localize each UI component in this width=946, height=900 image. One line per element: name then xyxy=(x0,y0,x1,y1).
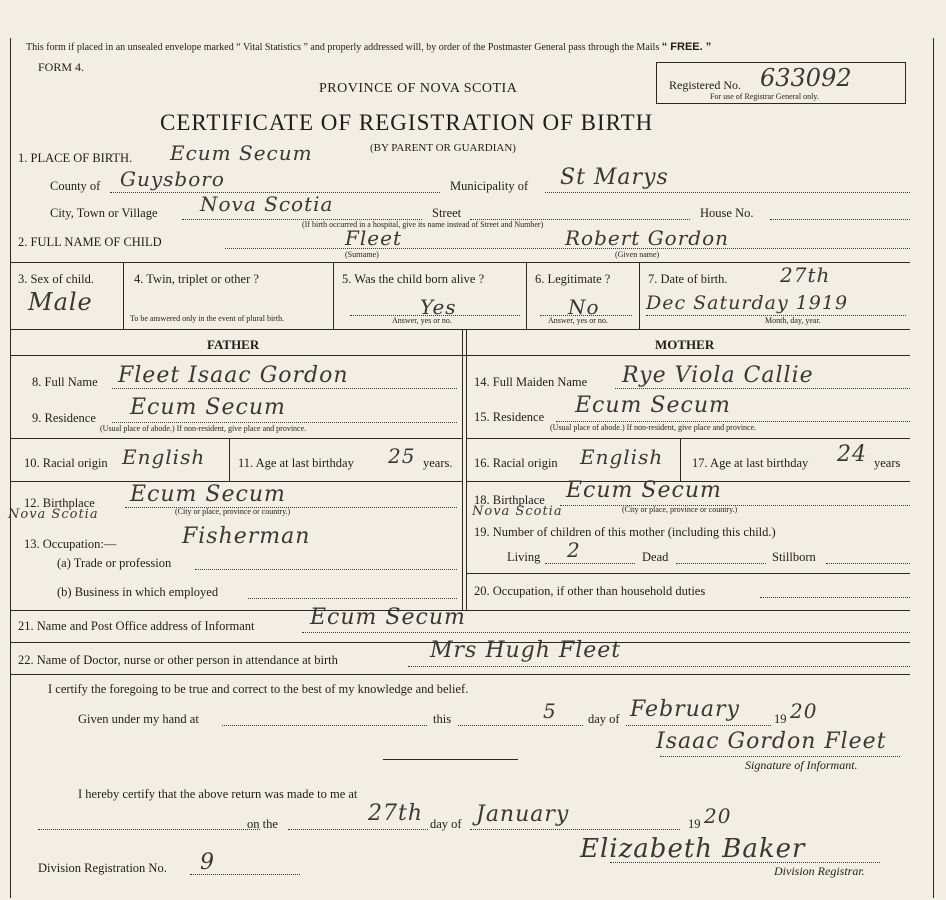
doctor-rule xyxy=(10,674,910,675)
father-name-label: 8. Full Name xyxy=(32,375,98,389)
father-years: years. xyxy=(423,456,453,470)
father-occupation-label: 13. Occupation:— xyxy=(24,537,117,551)
legitimate-label: 6. Legitimate ? xyxy=(535,272,611,286)
given-label: Given under my hand at xyxy=(78,712,199,726)
row3-divider-1 xyxy=(123,262,124,329)
mother-name-label: 14. Full Maiden Name xyxy=(474,375,588,389)
registered-note: For use of Registrar General only. xyxy=(710,92,819,101)
mother-abode-note: (Usual place of abode.) If non-resident, give place and province. xyxy=(550,423,757,432)
municipality-value: St Marys xyxy=(560,165,669,190)
father-birthplace-label: 12. Birthplace xyxy=(24,496,95,510)
row3-divider-4 xyxy=(639,262,640,329)
informant-value: Ecum Secum xyxy=(310,605,466,630)
subtitle: (BY PARENT OR GUARDIAN) xyxy=(370,142,516,154)
division-registration-label: Division Registration No. xyxy=(38,861,167,875)
father-occupation-value: Fisherman xyxy=(182,524,311,549)
on-the-label: on the xyxy=(247,817,278,831)
certify-month: February xyxy=(630,697,740,722)
mother-rule-3 xyxy=(466,573,910,574)
legitimate-note: Answer, yes or no. xyxy=(548,316,608,325)
certificate-title: CERTIFICATE OF REGISTRATION OF BIRTH xyxy=(160,110,654,135)
city-value: Nova Scotia xyxy=(200,192,334,216)
given-line xyxy=(222,725,427,726)
father-racial-label: 10. Racial origin xyxy=(24,456,108,470)
registrar-place-line xyxy=(38,829,260,830)
separator-rule xyxy=(383,759,518,760)
father-residence-value: Ecum Secum xyxy=(130,395,286,420)
certify-month-line xyxy=(626,725,771,726)
legitimate-value: No xyxy=(568,295,600,319)
mother-racial-value: English xyxy=(580,445,664,469)
registrar-signature: Elizabeth Baker xyxy=(580,834,806,864)
registered-label: Registered No. xyxy=(669,78,741,92)
signature-caption: Signature of Informant. xyxy=(745,758,858,772)
mother-residence-line xyxy=(556,421,910,422)
child-name-line xyxy=(225,248,910,249)
municipality-line xyxy=(545,192,910,193)
father-birthplace-value: Ecum Secum xyxy=(130,482,286,507)
mother-rule-1 xyxy=(466,438,910,439)
doctor-line xyxy=(408,666,910,667)
business-line xyxy=(248,598,457,599)
mother-residence-value: Ecum Secum xyxy=(575,393,731,418)
stillborn-line xyxy=(826,563,910,564)
informant-signature: Isaac Gordon Fleet xyxy=(656,729,887,754)
children-label: 19. Number of children of this mother (including this child.) xyxy=(474,525,776,539)
dead-line xyxy=(676,563,766,564)
father-residence-label: 9. Residence xyxy=(32,411,96,425)
registered-number: 633092 xyxy=(760,64,852,92)
headings-rule xyxy=(10,355,910,356)
registrar-day-line xyxy=(288,829,428,830)
parents-divider-left xyxy=(462,330,463,610)
living-label: Living xyxy=(507,550,541,564)
certify-year: 20 xyxy=(790,699,818,723)
mother-birthplace-label: 18. Birthplace xyxy=(474,493,545,507)
trade-label: (a) Trade or profession xyxy=(57,556,172,570)
surname-caption: (Surname) xyxy=(345,250,379,259)
mother-name-value: Rye Viola Callie xyxy=(622,363,814,388)
mother-occupation-label: 20. Occupation, if other than household duties xyxy=(474,584,706,598)
certify-day: 5 xyxy=(543,699,557,723)
mother-age-value: 24 xyxy=(837,442,867,467)
business-label: (b) Business in which employed xyxy=(57,585,219,599)
municipality-label: Municipality of xyxy=(450,179,529,193)
division-line xyxy=(190,874,300,875)
registrar-month: January xyxy=(476,802,570,827)
county-label: County of xyxy=(50,179,101,193)
mother-birthplace-value: Ecum Secum xyxy=(566,478,722,503)
outer-border-right xyxy=(933,38,934,898)
street-label: Street xyxy=(432,206,462,220)
alive-value: Yes xyxy=(420,295,457,319)
registrar-year: 20 xyxy=(704,804,732,828)
mother-heading: MOTHER xyxy=(655,337,715,352)
living-line xyxy=(545,563,635,564)
registrar-signature-line xyxy=(610,862,880,863)
signature-line xyxy=(660,756,900,757)
row3-divider-3 xyxy=(526,262,527,329)
county-value: Guysboro xyxy=(120,167,225,191)
dob-day: 27th xyxy=(780,263,831,287)
dob-label: 7. Date of birth. xyxy=(648,272,728,286)
mail-notice: This form if placed in an unsealed envelope marked “ Vital Statistics ” and properly addressed will, by order of the Postmaster General pass through the Mails “ FREE. ” xyxy=(26,41,712,53)
division-registrar-caption: Division Registrar. xyxy=(774,864,865,878)
father-residence-line xyxy=(112,422,457,423)
informant-line xyxy=(302,632,910,633)
mother-birthplace-extra: Nova Scotia xyxy=(472,504,563,519)
child-given-name: Robert Gordon xyxy=(565,226,729,250)
dead-label: Dead xyxy=(642,550,669,564)
alive-note: Answer, yes or no. xyxy=(392,316,452,325)
stillborn-label: Stillborn xyxy=(772,550,816,564)
living-value: 2 xyxy=(567,538,581,562)
father-name-line xyxy=(112,388,457,389)
twin-label: 4. Twin, triplet or other ? xyxy=(134,272,259,286)
place-of-birth-value: Ecum Secum xyxy=(170,141,313,165)
registrar-day-of: day of xyxy=(430,817,462,831)
mother-racial-divider xyxy=(680,439,681,481)
father-age-value: 25 xyxy=(388,444,416,468)
house-label: House No. xyxy=(700,206,754,220)
father-birthplace-extra: Nova Scotia xyxy=(8,507,99,522)
father-racial-value: English xyxy=(122,445,206,469)
hospital-note: (If birth occurred in a hospital, give its name instead of Street and Number) xyxy=(302,220,544,229)
registrar-text: I hereby certify that the above return was made to me at xyxy=(78,787,358,801)
mother-racial-label: 16. Racial origin xyxy=(474,456,558,470)
row3-divider-2 xyxy=(333,262,334,329)
province-heading: PROVINCE OF NOVA SCOTIA xyxy=(319,81,518,96)
sex-value: Male xyxy=(28,288,93,316)
registrar-month-line xyxy=(470,829,680,830)
house-line xyxy=(770,219,910,220)
father-rule-1 xyxy=(10,438,462,439)
division-registration-value: 9 xyxy=(200,850,215,875)
father-abode-note: (Usual place of abode.) If non-resident, give place and province. xyxy=(100,424,307,433)
doctor-label: 22. Name of Doctor, nurse or other person in attendance at birth xyxy=(18,653,338,667)
outer-border-left xyxy=(10,38,11,898)
registrar-year-prefix: 19 xyxy=(688,817,701,831)
trade-line xyxy=(195,569,457,570)
child-surname: Fleet xyxy=(345,226,402,250)
mother-name-line xyxy=(615,388,910,389)
dob-value: Dec Saturday 1919 xyxy=(646,292,849,314)
mother-birthplace-note: (City or place, province or country.) xyxy=(622,505,738,514)
twin-note: To be answered only in the event of plural birth. xyxy=(130,314,285,323)
mother-occupation-line xyxy=(760,597,910,598)
row3-top-rule xyxy=(10,262,910,263)
given-caption: (Given name) xyxy=(615,250,660,259)
this-label: this xyxy=(433,712,452,726)
sex-label: 3. Sex of child. xyxy=(18,272,95,286)
father-age-label: 11. Age at last birthday xyxy=(238,456,354,470)
father-name-value: Fleet Isaac Gordon xyxy=(118,363,349,388)
father-heading: FATHER xyxy=(207,337,260,352)
dob-note: Month, day, year. xyxy=(765,316,821,325)
certify-day-of: day of xyxy=(588,712,620,726)
mother-age-label: 17. Age at last birthday xyxy=(692,456,809,470)
row3-bottom-rule xyxy=(10,329,910,330)
place-of-birth-label: 1. PLACE OF BIRTH. xyxy=(18,151,133,165)
registrar-day: 27th xyxy=(368,801,424,826)
father-racial-divider xyxy=(229,439,230,481)
certify-text: I certify the foregoing to be true and correct to the best of my knowledge and belief. xyxy=(48,682,469,696)
mother-residence-label: 15. Residence xyxy=(474,410,545,424)
alive-label: 5. Was the child born alive ? xyxy=(342,272,485,286)
child-name-label: 2. FULL NAME OF CHILD xyxy=(18,235,162,249)
city-label: City, Town or Village xyxy=(50,206,158,220)
this-line xyxy=(458,725,583,726)
form-number: FORM 4. xyxy=(38,60,85,74)
father-birthplace-note: (City or place, province or country.) xyxy=(175,507,291,516)
parents-divider-right xyxy=(466,330,467,610)
mother-years: years xyxy=(874,456,901,470)
certify-year-prefix: 19 xyxy=(774,712,787,726)
doctor-value: Mrs Hugh Fleet xyxy=(430,638,622,663)
informant-label: 21. Name and Post Office address of Informant xyxy=(18,619,255,633)
